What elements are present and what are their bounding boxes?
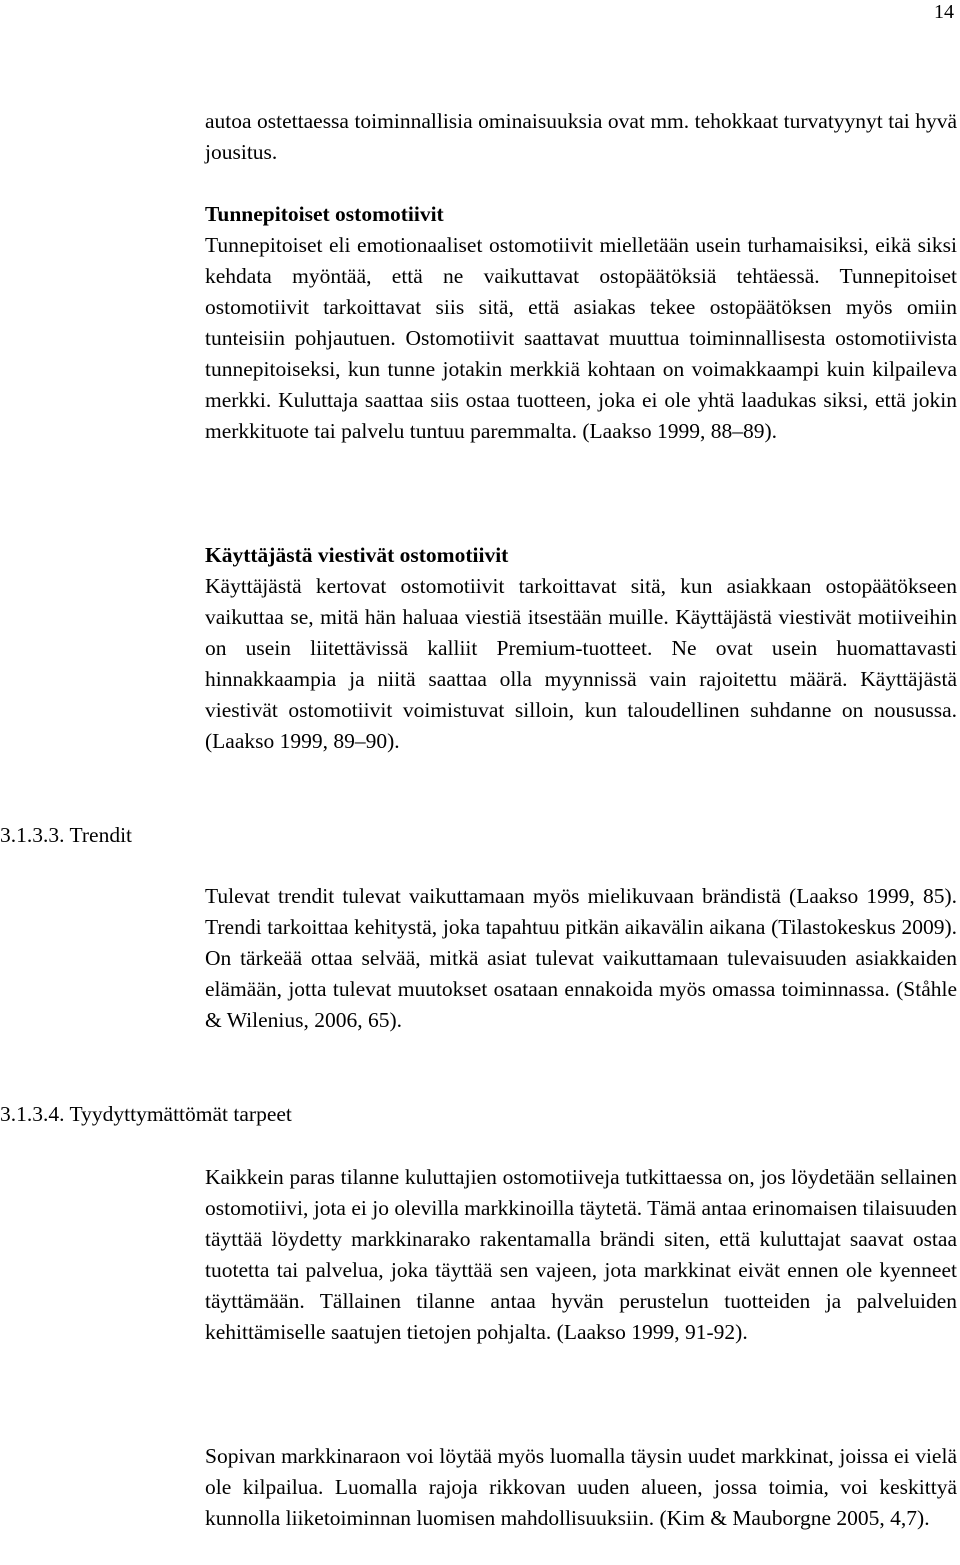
- emotional-motives-section: [205, 199, 957, 447]
- unmet-needs-text-1: Kaikkein paras tilanne kuluttajien ostomotiiveja tutkittaessa on, jos löydetään sellainen ostomotiivi, jota ei jo olevilla markkinoilla täytetä. Tämä antaa erinomaisen tilaisuuden täyttää löydetty markkinarako rakentamalla brändi siten, että kuluttajat saavat ostaa tuotetta tai palvelua, joka täyttää sen vajeen, jota markkinat eivät ennen ole kyenneet täyttämään. Tällainen tilanne antaa hyvän perustelun tuotteiden ja palveluiden kehittämiselle saatujen tietojen pohjalta. (Laakso 1999, 91-92).: [205, 1165, 957, 1344]
- unmet-needs-heading: 3.1.3.4. Tyydyttymättömät tarpeet: [0, 1102, 292, 1126]
- unmet-needs-paragraph-1: [205, 1162, 957, 1348]
- trends-text: Tulevat trendit tulevat vaikuttamaan myös mielikuvaan brändistä (Laakso 1999, 85). Trendi tarkoittaa kehitystä, joka tapahtuu pitkän aikavälin aikana (Tilastokeskus 2009). On tärkeää ottaa selvää, mitkä asiat tulevat vaikuttamaan tulevaisuuden asiakkaiden elämään, jotta tulevat muutokset osataan ennakoida myös omassa toiminnassa. (Ståhle & Wilenius, 2006, 65).: [205, 884, 957, 1032]
- emotional-motives-text: Tunnepitoiset eli emotionaaliset ostomotiivit mielletään usein turhamaisiksi, eikä siksi kehdata myöntää, että ne vaikuttavat ostopäätöksiä tehtäessä. Tunnepitoiset ostomotiivit tarkoittavat siis sitä, että asiakas tekee ostopäätöksen myös omiin tunteisiin pohjautuen. Ostomotiivit saattavat muuttua toiminnallisesta ostomotiivista tunnepitoiseksi, kun tunne jotakin merkkiä kohtaan on voimakkaampi kuin kilpaileva merkki. Kuluttaja saattaa siis ostaa tuotteen, joka ei ole yhtä laadukas siksi, että jokin merkkituote tai palvelu tuntuu paremmalta. (Laakso 1999, 88–89).: [205, 233, 957, 443]
- user-signal-motives-text: Käyttäjästä kertovat ostomotiivit tarkoittavat sitä, kun asiakkaan ostopäätökseen vaikuttaa se, mitä hän haluaa viestiä itsestään muille. Käyttäjästä viestivät motiiveihin on usein liitettävissä kalliit Premium-tuotteet. Ne ovat usein huomattavasti hinnakkaampia ja niitä saattaa olla myynnissä vain rajoitettu määrä. Käyttäjästä viestivät ostomotiivit voimistuvat silloin, kun taloudellinen suhdanne on nousussa. (Laakso 1999, 89–90).: [205, 574, 957, 753]
- intro-paragraph: [205, 106, 957, 168]
- unmet-needs-paragraph-2: [205, 1441, 957, 1534]
- page-number: 14: [934, 1, 954, 23]
- trends-heading: 3.1.3.3. Trendit: [0, 823, 133, 847]
- user-signal-motives-section: [205, 540, 957, 757]
- user-signal-motives-heading: Käyttäjästä viestivät ostomotiivit: [205, 543, 509, 567]
- intro-text: autoa ostettaessa toiminnallisia ominaisuuksia ovat mm. tehokkaat turvatyynyt tai hyvä jousitus.: [205, 109, 957, 164]
- emotional-motives-heading: Tunnepitoiset ostomotiivit: [205, 202, 444, 226]
- trends-paragraph: [205, 881, 957, 1036]
- unmet-needs-text-2: Sopivan markkinaraon voi löytää myös luomalla täysin uudet markkinat, joissa ei vielä ole kilpailua. Luomalla rajoja rikkovan uuden alueen, jossa toimia, voi keskittyä kunnolla liiketoiminnan luomisen mahdollisuuksiin. (Kim & Mauborgne 2005, 4,7).: [205, 1444, 957, 1530]
